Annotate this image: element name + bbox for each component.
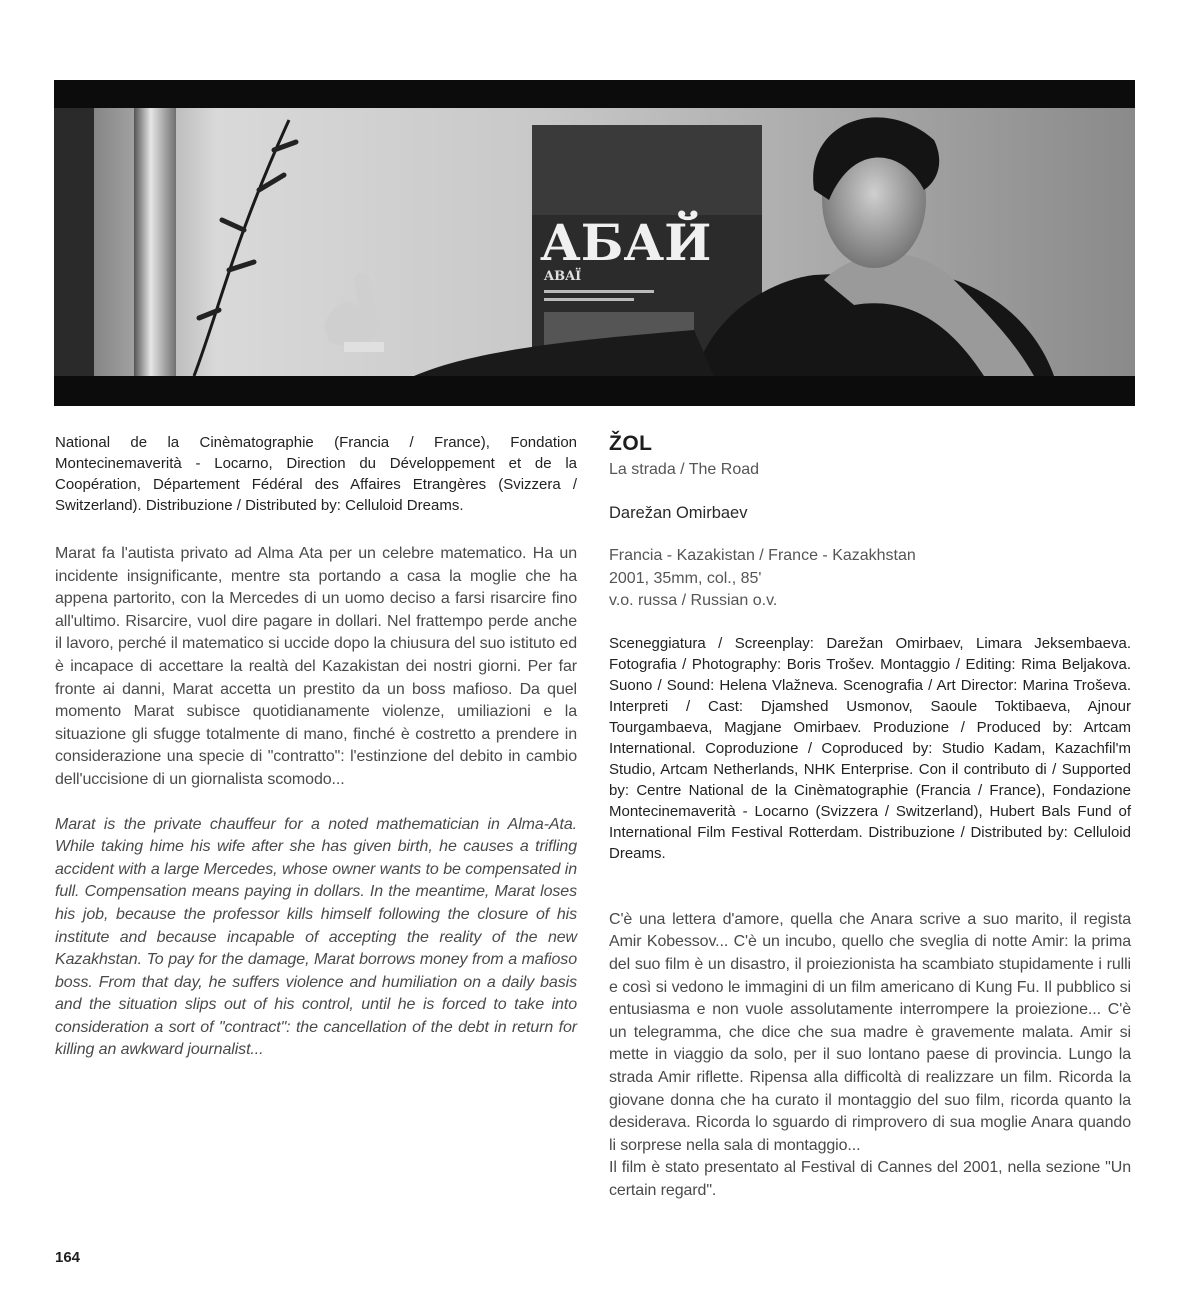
poster-subtitle: ABAÏ: [544, 269, 582, 284]
film-language: v.o. russa / Russian o.v.: [609, 592, 778, 610]
director-name: Darežan Omirbaev: [609, 504, 748, 522]
film-still: [54, 80, 1135, 406]
page-number: 164: [55, 1249, 81, 1266]
festival-note: Il film è stato presentato al Festival di Cannes del 2001, nella sezione "Un certain regard".: [609, 1159, 1131, 1199]
synopsis-english: Marat is the private chauffeur for a noted mathematician in Alma-Ata. While taking hime his wife after she has given birth, he causes a trifling accident with a large Mercedes, whose owner wants to be compensated in full. Compensation means paying in dollars. In the meantime, Marat loses his job, because the professor kills himself following the closure of his institute and because incapable of accepting the reality of the new Kazakhstan. To pay for the damage, Marat borrows money from a mafioso boss. From that day, he suffers violence and humiliation on a daily basis and the situation slips out of his control, until he is forced to take into consideration a sort of "contract": the cancellation of the debt in return for killing an awkward journalist...: [55, 815, 577, 1059]
right-column: [609, 432, 1131, 1203]
synopsis-italian: Marat fa l'autista privato ad Alma Ata per un celebre matematico. Ha un incidente insignificante, mentre sta portando a casa la moglie che ha appena partorito, con la Mercedes di un uomo deciso a farsi risarcire fino all'ultimo. Risarcire, vuol dire pagare in dollari. Nel frattempo perde anche il lavoro, perché il matematico si uccide dopo la chiusura del suo istituto ed è incapace di accettare la realtà del Kazakistan dei nostri giorni. Per far fronte ai danni, Marat accetta un prestito da un boss mafioso. Da quel momento Marat subisce quotidianamente violenze, umiliazioni e la situazione gli sfugge totalmente di mano, finché è costretto a prendere in considerazione una specie di "contratto": l'estinzione del debito in cambio dell'uccisione di un giornalista scomodo...: [55, 545, 577, 788]
film-specs: 2001, 35mm, col., 85': [609, 569, 762, 587]
film-title: ŽOL: [609, 432, 653, 455]
film-info: [609, 545, 1131, 613]
left-column: [55, 432, 577, 1062]
film-subtitle: La strada / The Road: [609, 461, 760, 478]
poster-title: АБАЙ: [540, 213, 712, 272]
film-country: Francia - Kazakistan / France - Kazakhstan: [609, 547, 916, 564]
film-credits: Sceneggiatura / Screenplay: Darežan Omirbaev, Limara Jeksembaeva. Fotografia / Photography: Boris Trošev. Montaggio / Editing: Rima Beljakova. Suono / Sound: Helena Vlažneva. Scenografia / Art Director: Marina Troševa. Interpreti / Cast: Djamshed Usmonov, Saoule Toktibaeva, Ajnour Tourgambaeva, Magjane Omirbaev. Produzione / Produced by: Artcam International. Coproduzione / Coproduced by: Studio Kadam, Kazachfil'm Studio, Artcam Netherlands, NHK Enterprise. Con il contributo di / Supported by: Centre National de la Cinèmatographie (Francia / France), Fondazione Montecinemaverità - Locarno (Svizzera / Switzerland), Hubert Bals Fund of International Film Festival Rotterdam. Distribuzione / Distributed by: Celluloid Dreams.: [609, 634, 1131, 862]
director-note: C'è una lettera d'amore, quella che Anara scrive a suo marito, il regista Amir Kobessov... C'è un incubo, quello che sveglia di notte Amir: la prima del suo film è un disastro, il proiezionista ha scambiato stupidamente i rulli e così si vedono le immagini di un film americano di Kung Fu. Il pubblico si entusiasma e non vuole assolutamente interrompere la proiezione... C'è un telegramma, che dice che sua madre è gravemente malata. Amir si mette in viaggio da solo, per il suo lontano paese di provincia. Lungo la strada Amir riflette. Ripensa alla difficoltà di realizzare un film. Ricorda la giovane donna che ha curato il montaggio del suo film, ricorda quanto la desiderava. Ricorda lo sguardo di rimprovero di sua moglie Anara quando li sorprese nella sala di montaggio...: [609, 910, 1131, 1154]
film-still-image: [54, 80, 1135, 406]
credits-continued: National de la Cinèmatographie (Francia / France), Fondation Montecinemaverità - Locarno, Direction du Développement et de la Coopération, Département Fédéral des Affaires Etrangères (Svizzera / Switzerland). Distribuzione / Distributed by: Celluloid Dreams.: [55, 434, 577, 514]
